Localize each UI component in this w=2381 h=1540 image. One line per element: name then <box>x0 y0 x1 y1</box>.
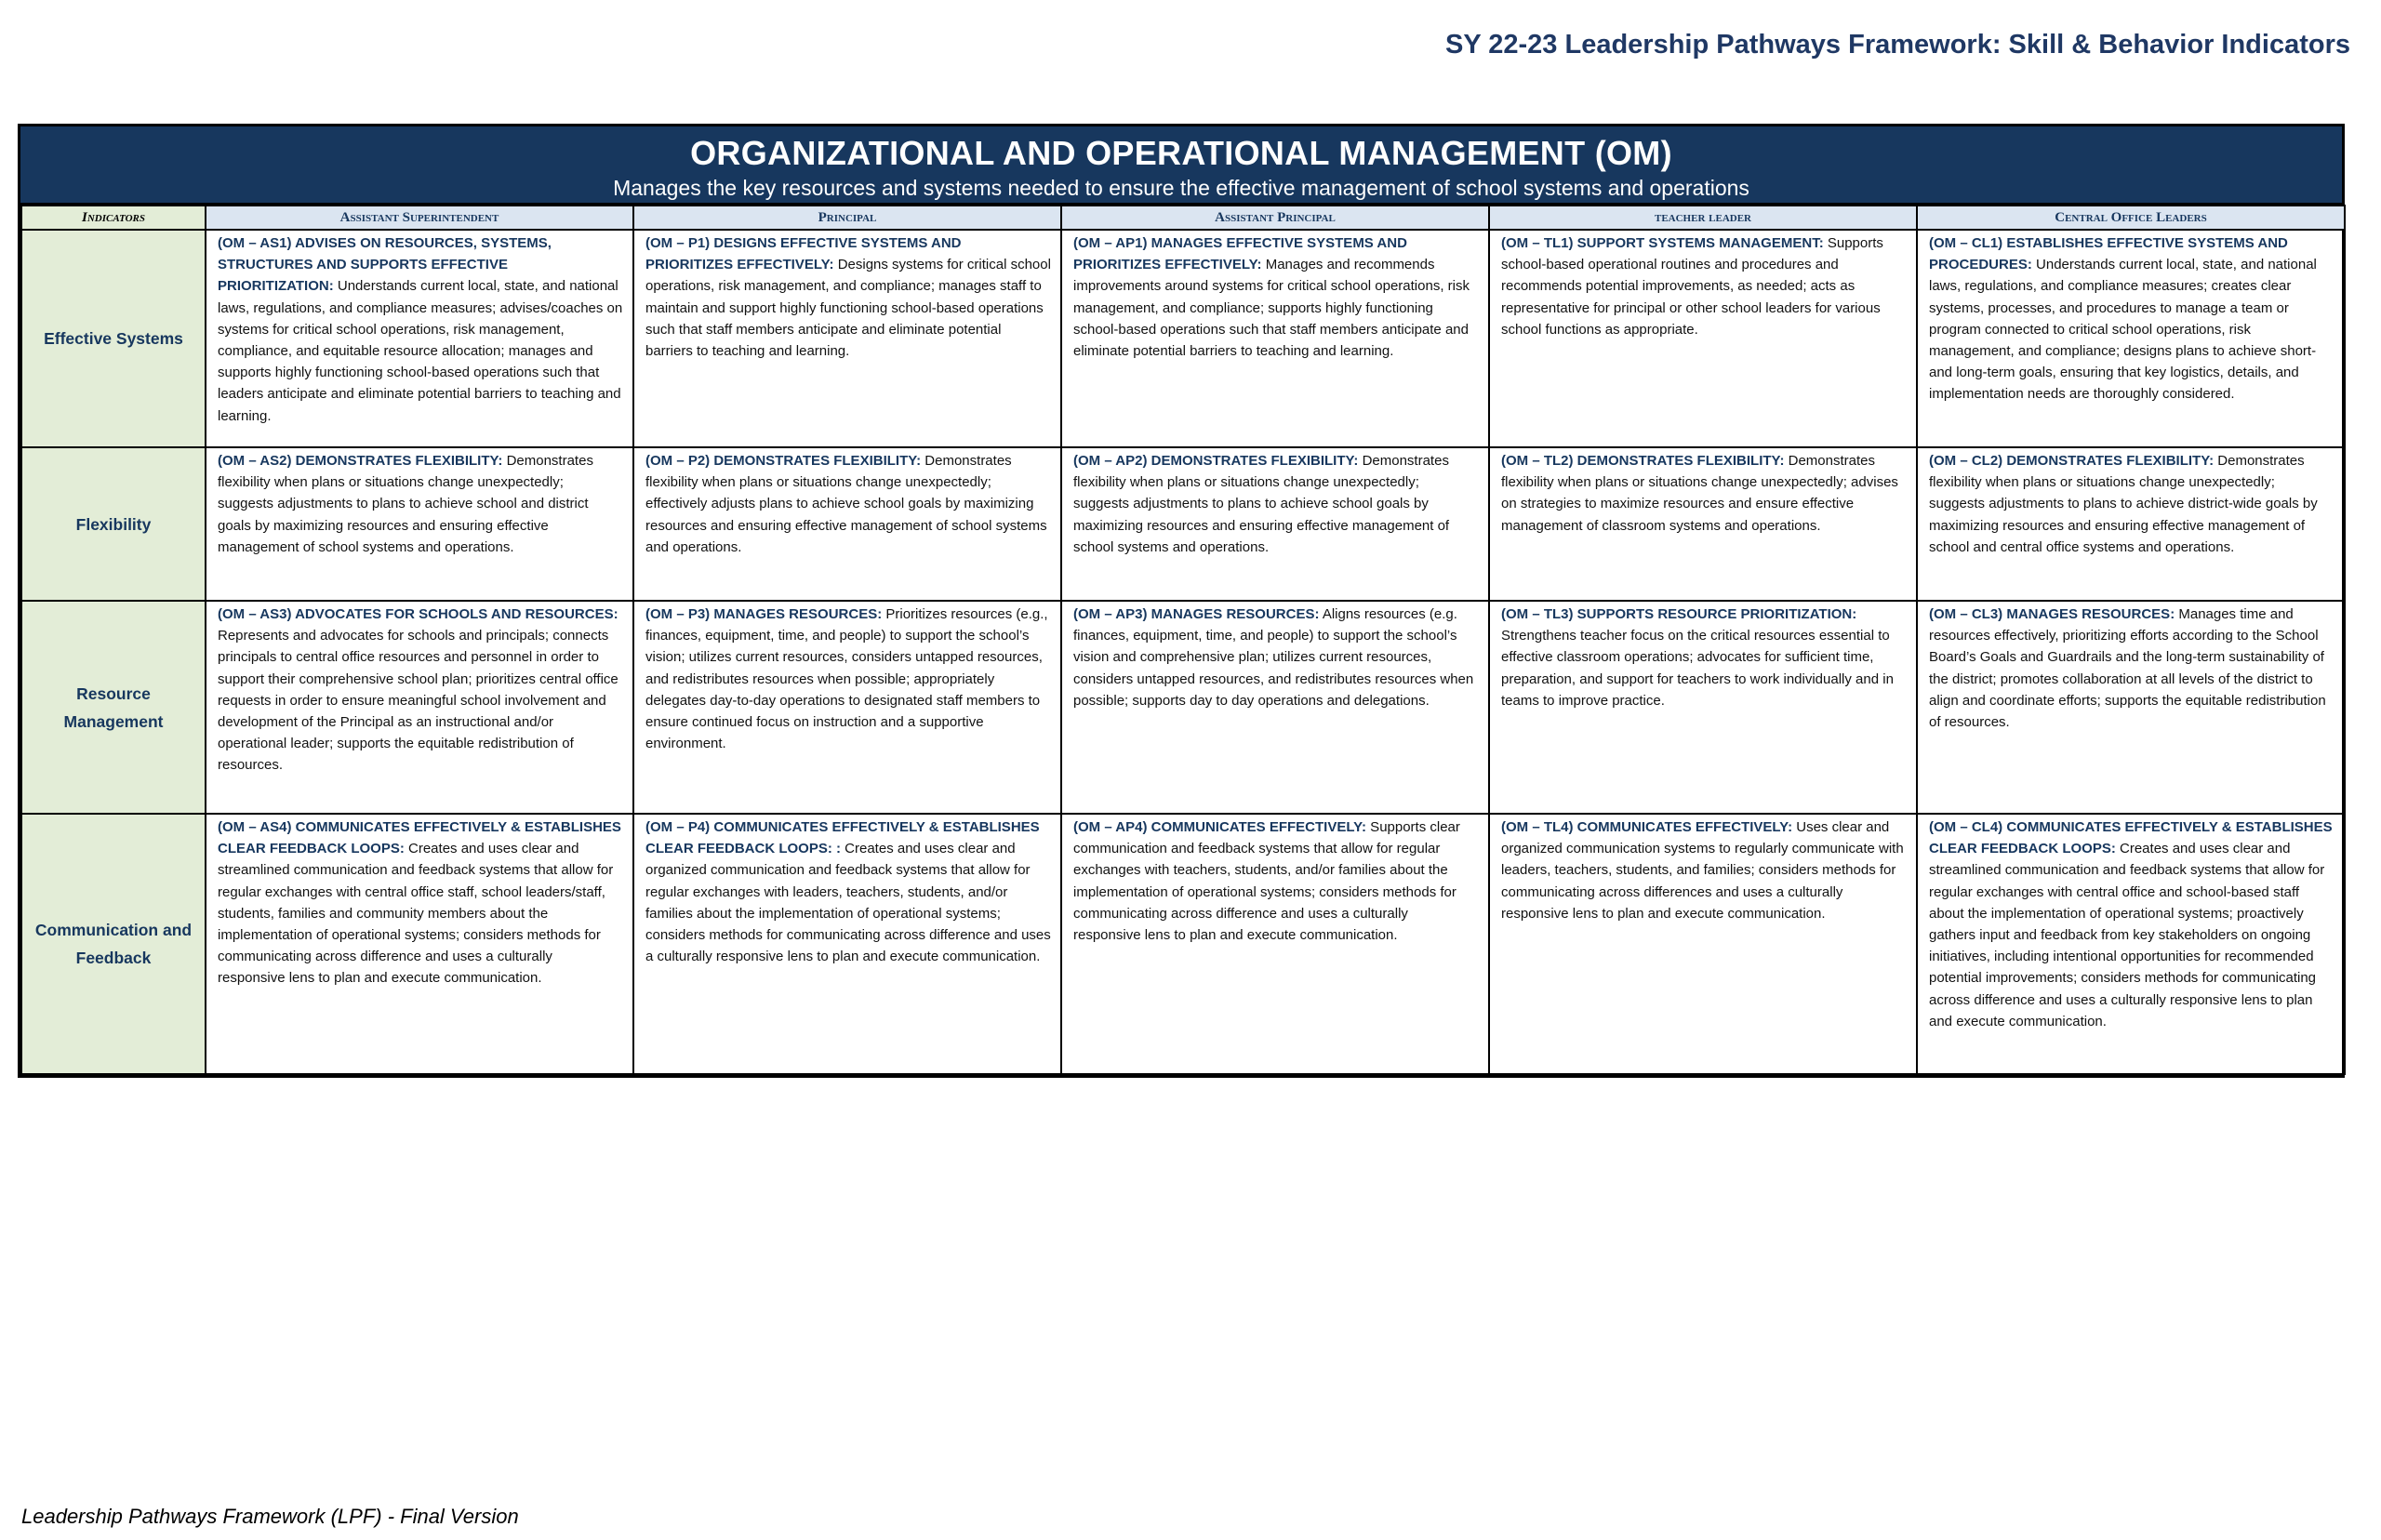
indicator-code: (OM – AP4) COMMUNICATES EFFECTIVELY: <box>1073 819 1367 835</box>
indicator-code: (OM – AS3) ADVOCATES FOR SCHOOLS AND RESOURCES: <box>218 606 619 622</box>
indicator-description: Manages time and resources effectively, prioritizing efforts according to the School Board’s Goals and Guardrails and the long-term sustainability of the district; promotes collaboration at all levels of the district to align and coordinate efforts; supports the equitable redistribution of resources. <box>1929 606 2326 731</box>
indicator-description: Creates and uses clear and streamlined communication and feedback systems that allow for regular exchanges with central office and school-based staff about the implementation of operational systems; proactively gathers input and feedback from key stakeholders on ongoing initiatives, including intentional opportunities for recommended potential improvements; considers methods for communicating across difference and uses a culturally responsive lens to plan and execute communication. <box>1929 841 2325 1029</box>
rubric-cell <box>633 601 1061 814</box>
indicator-code: (OM – TL4) COMMUNICATES EFFECTIVELY: <box>1501 819 1793 835</box>
column-header-row <box>21 206 2345 230</box>
section-title: ORGANIZATIONAL AND OPERATIONAL MANAGEMENT (OM) <box>690 134 1672 172</box>
table-row <box>21 601 2345 814</box>
column-header-teacher-leader: teacher leader <box>1489 206 1917 230</box>
column-header-indicators: Indicators <box>21 206 206 230</box>
rubric-cell <box>206 447 633 601</box>
indicator-code: (OM – AP3) MANAGES RESOURCES: <box>1073 606 1320 622</box>
column-header-assistant-principal: Assistant Principal <box>1061 206 1489 230</box>
indicator-code: (OM – CL2) DEMONSTRATES FLEXIBILITY: <box>1929 453 2215 469</box>
indicator-description: Demonstrates flexibility when plans or situations change unexpectedly; suggests adjustments to plans to achieve school and district goals by maximizing resources and ensuring effective management of school systems and operations. <box>218 453 593 555</box>
indicator-description: Designs systems for critical school operations, risk management, and compliance; manages staff to maintain and support highly functioning school-based operations such that staff members anticipate and eliminate potential barriers to teaching and learning. <box>645 257 1051 360</box>
indicator-description: Aligns resources (e.g. finances, equipment, time, and people) to support the school’s vision and comprehensive plan; utilizes current resources, considers untapped resources, and redistributes resources when possible; supports day to day operations and delegations. <box>1073 606 1474 709</box>
rubric-table <box>20 205 2346 1075</box>
section-banner <box>20 126 2342 205</box>
indicator-code: (OM – P2) DEMONSTRATES FLEXIBILITY: <box>645 453 922 469</box>
rubric-frame <box>18 124 2345 1078</box>
indicator-cell: Communication and Feedback <box>21 814 206 1074</box>
indicator-description: Demonstrates flexibility when plans or situations change unexpectedly; suggests adjustments to plans to achieve district-wide goals by maximizing resources and ensuring effective management of school and central office systems and operations. <box>1929 453 2318 555</box>
rubric-cell <box>1489 447 1917 601</box>
rubric-cell <box>1489 230 1917 447</box>
indicator-code: (OM – TL1) SUPPORT SYSTEMS MANAGEMENT: <box>1501 235 1824 251</box>
section-subtitle: Manages the key resources and systems needed to ensure the effective management of school systems and operations <box>613 176 1749 200</box>
indicator-cell: Effective Systems <box>21 230 206 447</box>
rubric-cell <box>1061 230 1489 447</box>
indicator-description: Supports school-based operational routines and procedures and recommends potential improvements, as needed; acts as representative for principal or other school leaders for various school functions as appropriate. <box>1501 235 1883 338</box>
indicator-description: Understands current local, state, and national laws, regulations, and compliance measures; creates clear systems, processes, and procedures to manage a team or program connected to critical school operations, risk management, and compliance; designs plans to achieve short- and long-term goals, ensuring that key logistics, details, and implementation needs are thoroughly considered. <box>1929 257 2317 403</box>
indicator-code: (OM – AS4) COMMUNICATES EFFECTIVELY & ESTABLISHES CLEAR FEEDBACK LOOPS: <box>218 819 621 857</box>
indicator-code: (OM – TL2) DEMONSTRATES FLEXIBILITY: <box>1501 453 1785 469</box>
table-row <box>21 447 2345 601</box>
rubric-cell <box>1061 447 1489 601</box>
indicator-description: Represents and advocates for schools and principals; connects principals to central office resources and personnel in order to support their comprehensive school plan; prioritizes central office requests in order to ensure meaningful school involvement and development of the Principal as an instructional and/or operational leader; supports the equitable redistribution of resources. <box>218 628 619 774</box>
indicator-code: (OM – AP1) MANAGES EFFECTIVE SYSTEMS AND PRIORITIZES EFFECTIVELY: <box>1073 235 1407 273</box>
document-title: SY 22-23 Leadership Pathways Framework: Skill & Behavior Indicators <box>1445 30 2350 60</box>
indicator-description: Creates and uses clear and organized communication and feedback systems that allow for regular exchanges with leaders, teachers, students, and/or families about the implementation of operational systems; considers methods for communicating across difference and uses a culturally responsive lens to plan and execute communication. <box>645 841 1051 965</box>
indicator-code: (OM – P1) DESIGNS EFFECTIVE SYSTEMS AND PRIORITIZES EFFECTIVELY: <box>645 235 962 273</box>
indicator-code: (OM – CL3) MANAGES RESOURCES: <box>1929 606 2175 622</box>
column-header-principal: Principal <box>633 206 1061 230</box>
indicator-code: (OM – TL3) SUPPORTS RESOURCE PRIORITIZATION: <box>1501 606 1857 622</box>
rubric-cell <box>633 447 1061 601</box>
indicator-code: (OM – AS2) DEMONSTRATES FLEXIBILITY: <box>218 453 503 469</box>
rubric-cell <box>206 814 633 1074</box>
indicator-description: Uses clear and organized communication systems to regularly communicate with leaders, teachers, students, and families; considers methods for communicating across differences and uses a culturally responsive lens to plan and execute communication. <box>1501 819 1904 922</box>
rubric-cell <box>1061 601 1489 814</box>
rubric-cell <box>1917 447 2345 601</box>
indicator-description: Creates and uses clear and streamlined communication and feedback systems that allow for regular exchanges with central office staff, school leaders/staff, students, families and community members about the implementation of operational systems; considers methods for communicating across difference and uses a culturally responsive lens to plan and execute communication. <box>218 841 614 987</box>
rubric-cell <box>206 601 633 814</box>
indicator-code: (OM – AS1) ADVISES ON RESOURCES, SYSTEMS, STRUCTURES AND SUPPORTS EFFECTIVE PRIORITIZATION: <box>218 235 552 295</box>
indicator-cell: Flexibility <box>21 447 206 601</box>
rubric-cell <box>206 230 633 447</box>
column-header-central-office-leaders: Central Office Leaders <box>1917 206 2345 230</box>
rubric-cell <box>1489 601 1917 814</box>
indicator-description: Prioritizes resources (e.g., finances, equipment, time, and people) to support the school’s vision; utilizes current resources, considers untapped resources, and redistributes resources when possible; appropriately delegates day-to-day operations to designated staff members to ensure continued focus on instruction and a supportive environment. <box>645 606 1048 752</box>
table-row <box>21 230 2345 447</box>
footer-text: Leadership Pathways Framework (LPF) - Final Version <box>21 1505 519 1528</box>
indicator-description: Demonstrates flexibility when plans or situations change unexpectedly; advises on strategies to maximize resources and ensure effective management of classroom systems and operations. <box>1501 453 1898 534</box>
rubric-cell <box>1917 230 2345 447</box>
indicator-description: Supports clear communication and feedback systems that allow for regular exchanges with teachers, students, and/or families about the implementation of operational systems; considers methods for communicating across difference and uses a culturally responsive lens to plan and execute communication. <box>1073 819 1460 944</box>
indicator-code: (OM – CL4) COMMUNICATES EFFECTIVELY & ESTABLISHES CLEAR FEEDBACK LOOPS: <box>1929 819 2333 857</box>
indicator-code: (OM – P3) MANAGES RESOURCES: <box>645 606 883 622</box>
indicator-description: Strengthens teacher focus on the critical resources essential to effective classroom operations; advocates for sufficient time, preparation, and support for teachers to work individually and in teams to improve practice. <box>1501 628 1894 709</box>
table-row <box>21 814 2345 1074</box>
rubric-cell <box>1489 814 1917 1074</box>
indicator-description: Demonstrates flexibility when plans or situations change unexpectedly; effectively adjusts plans to achieve school goals by maximizing resources and ensuring effective management of school systems and operations. <box>645 453 1047 555</box>
indicator-code: (OM – CL1) ESTABLISHES EFFECTIVE SYSTEMS AND PROCEDURES: <box>1929 235 2288 273</box>
rubric-cell <box>1917 814 2345 1074</box>
rubric-cell <box>1061 814 1489 1074</box>
rubric-cell <box>633 230 1061 447</box>
indicator-code: (OM – AP2) DEMONSTRATES FLEXIBILITY: <box>1073 453 1359 469</box>
rubric-cell <box>1917 601 2345 814</box>
indicator-description: Manages and recommends improvements around systems for critical school operations, risk management, and compliance; supports highly functioning school-based operations such that staff members anticipate and eliminate potential barriers to teaching and learning. <box>1073 257 1470 360</box>
indicator-description: Understands current local, state, and national laws, regulations, and compliance measures; advises/coaches on systems for critical school operations, risk management, compliance, and equitable resource allocation; manages and supports highly functioning school-based operations such that leaders anticipate and eliminate potential barriers to teaching and learning. <box>218 278 623 424</box>
indicator-cell: Resource Management <box>21 601 206 814</box>
column-header-assistant-superintendent: Assistant Superintendent <box>206 206 633 230</box>
indicator-description: Demonstrates flexibility when plans or situations change unexpectedly; suggests adjustments to plans to achieve school goals by maximizing resources and ensuring effective management of school systems and operations. <box>1073 453 1450 555</box>
indicator-code: (OM – P4) COMMUNICATES EFFECTIVELY & ESTABLISHES CLEAR FEEDBACK LOOPS: : <box>645 819 1040 857</box>
rubric-cell <box>633 814 1061 1074</box>
